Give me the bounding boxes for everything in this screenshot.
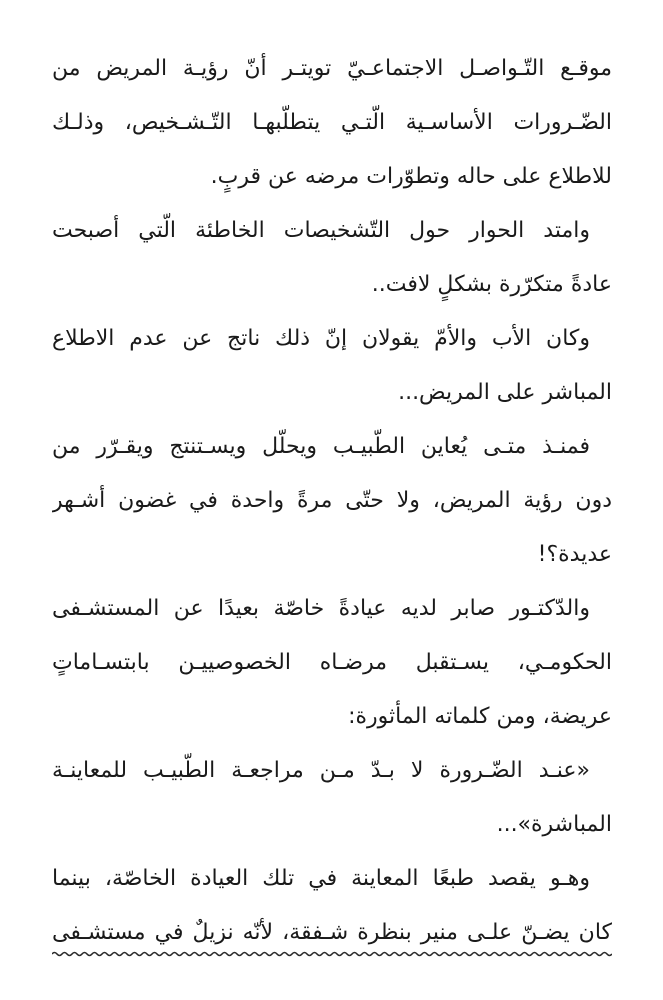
text-line: عادةً متكرّرة بشكلٍ لافت.. <box>371 272 612 297</box>
text-line: المباشر على المريض... <box>398 380 612 405</box>
text-line: موقـع التّـواصـل الاجتماعـيّ تويتـر أنّ رؤيـة المريض من <box>52 56 612 81</box>
text-line: كان يضـنّ علـى منير بنظرة شـفقة، لأنّه نزيلٌ في مستشـفى <box>52 920 612 945</box>
text-line: فمنـذ متـى يُعاين الطّبيـب ويحلّل ويسـتنتج ويقـرّر من <box>52 434 590 459</box>
text-line: وامتد الحوار حول التّشخيصات الخاطئة الّتي أصبحت <box>52 218 590 243</box>
text-line: دون رؤية المريض، ولا حتّى مرةً واحدة في غضون أشـهر <box>52 488 612 513</box>
text-line: عديدة؟! <box>537 542 612 567</box>
text-line: عريضة، ومن كلماته المأثورة: <box>348 704 612 729</box>
text-line: الحكومـي، يسـتقبل مرضـاه الخصوصييـن بابتسـاماتٍ <box>52 650 612 675</box>
text-line: للاطلاع على حاله وتطوّرات مرضه عن قربٍ. <box>210 164 612 189</box>
text-line: والدّكتـور صابر لديه عيادةً خاصّة بعيدًا عن المستشـفى <box>52 596 590 621</box>
text-line: وهـو يقصد طبعًا المعاينة في تلك العيادة الخاصّة، بينما <box>52 866 590 891</box>
text-line: وكان الأب والأمّ يقولان إنّ ذلك ناتج عن عدم الاطلاع <box>52 326 590 351</box>
wavy-divider <box>52 948 612 960</box>
page-text <box>52 42 612 960</box>
text-line: «عنـد الضّـرورة لا بـدّ مـن مراجعـة الطّبيـب للمعاينـة <box>52 758 590 783</box>
text-line: الضّـرورات الأساسـية الّتـي يتطلّبهـا التّـشـخيص، وذلـك <box>52 110 612 135</box>
text-line: المباشرة»... <box>496 812 612 837</box>
